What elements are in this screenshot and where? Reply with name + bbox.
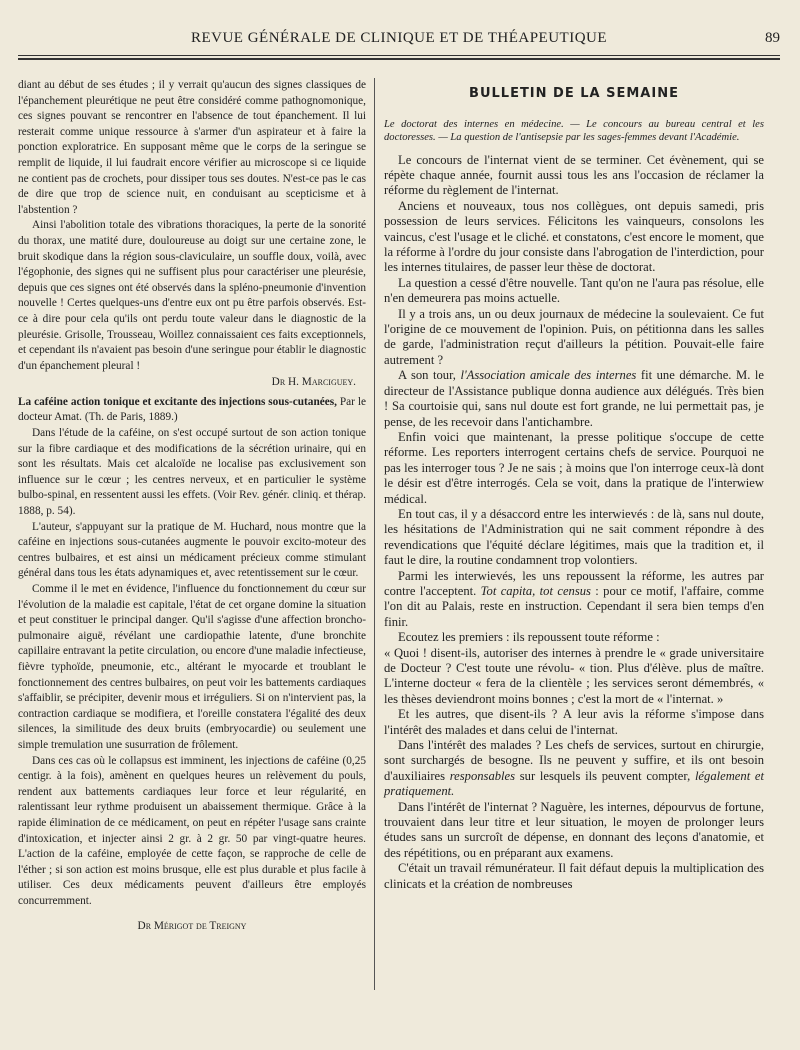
paragraph: Il y a trois ans, un ou deux journaux de médecine la soulevaient. Ce fut l'origine de ce mouvement de l'opinion. Puis, on pétitionna dans les salles de garde, l'administration reçut d'ailleurs la pétition. Pouvait-elle faire autrement ?	[384, 306, 764, 367]
author-signature: Dr H. Marciguey.	[271, 376, 356, 389]
page-number: 89	[765, 30, 780, 46]
article-title-main: La caféine action tonique et excitante des injections sous-cutanées,	[18, 395, 337, 408]
bulletin-summary: Le doctorat des internes en médecine. — Le concours au bureau central et les doctoresses. — La question de l'antisepsie par les sages-femmes devant l'Académie.	[384, 119, 764, 143]
quotation: « Quoi ! disent-ils, autoriser des internes à prendre le « grade universitaire de Docteur ? C'est toute une révolu- « tion. Plus d'élève. plus de maître. L'interne docteur « fera de la clientèle ; les services seront démembrés, « les thèses deviendront moins bonnes ; c'est la mort de « l'internat. »	[384, 645, 764, 706]
text-run: sur lesquels ils peuvent compter,	[515, 768, 695, 783]
italic-run: responsables	[449, 768, 516, 783]
paragraph: Et les autres, que disent-ils ? A leur avis la réforme s'impose dans l'intérêt des malades et dans celui de l'internat.	[384, 707, 764, 737]
text-run: fit une démarche. M. le directeur de l'Assistance publique donna audience aux délégués. Très bien ! Sa courtoisie qui, sans nul doute est fort grande, ne lui permettait pas, je pense, de les recevoir dans l'antichambre.	[384, 368, 764, 429]
bulletin-heading: BULLETIN DE LA SEMAINE	[469, 86, 679, 101]
paragraph: Anciens et nouveaux, tous nos collègues, ont depuis samedi, pris possession de leurs services. Félicitons les vainqueurs, consolons les vaincus, c'est l'usage et le cliché. et constatons, c'est encore le moment, que la réforme à l'ordre du jour consiste dans l'abrogation de l'interdiction, pour les internes titulaires, de passer leur thèse de doctorat.	[384, 198, 764, 275]
text-run: A son tour,	[398, 368, 461, 383]
article-title-source: Par le docteur Amat. (Th. de Paris, 1889.)	[18, 395, 366, 424]
paragraph: Comme il le met en évidence, l'influence du fonctionnement du cœur sur l'évolution de la maladie est capitale, l'état de cet organe domine la situation et peut constituer le principal danger. Qu'il s'agisse d'une affection broncho-pulmonaire aiguë, révélant une cardiopathie latente, d'une bronchite capillaire entravant la petite circulation, ou encore d'une maladie infectieuse, fièvre typhoïde, pneumonie, etc., altérant le myocarde et troublant le fonctionnement des centres bulbaires, on peut voir les battements cardiaques s'affaiblir, se précipiter, devenir mous et irréguliers. Si on n'intervient pas, la contraction cardiaque se modifiera, et l'oreille constatera l'égalité des deux silences, la similitude des deux bruits (embryocardie) ou seulement une simple tremulation une susurration de frôlement.	[18, 583, 366, 751]
paragraph	[384, 569, 764, 631]
paragraph: Enfin voici que maintenant, la presse politique s'occupe de cette réforme. Les reporters interrogent certains chefs de service. Pourquoi ne pas les interroger tous ? Je ne sais ; à moins que l'on interroge ceux-là dont le désir est d'être interrogés. Cela se voit, dans la pratique de l'interwiew médical.	[384, 429, 764, 506]
text-run: Dans l'intérêt des malades ? Les chefs de services, surtout en chirurgie, sont surchargés de besogne. Ils ne peuvent y suffire, et ils ont besoin d'auxiliaires	[384, 738, 764, 783]
text-run: : pour ce motif, l'affaire, comme l'on dit au Palais, reste en instruction. Cependant il sera bien temps d'en finir.	[384, 583, 764, 629]
running-header	[18, 30, 780, 50]
left-column	[18, 78, 366, 939]
journal-title: REVUE GÉNÉRALE DE CLINIQUE ET DE THÉAPEUTIQUE	[190, 30, 608, 46]
italic-run: Tot capita, tot census	[480, 583, 591, 598]
paragraph: diant au début de ses études ; il y verrait qu'aucun des signes classiques de l'épanchement pleurétique ne peut être considéré comme pathognomonique, ces signes pouvant se rencontrer en l'absence de tout épanchement. Il lui resterait comme unique ressource à s'armer d'un aspirateur et à faire la ponction exploratrice. En supposant même que le corps de la seringue se remplit de liquide, il lui faudrait encore vérifier au microscope si ce liquide ne contient pas de crochets, pour dissiper tous ses doutes. N'est-ce pas le cas de dire que trop de science nuit, en conduisant au scepticisme et à l'abstention ?	[18, 79, 366, 216]
right-column	[384, 78, 764, 892]
header-rule	[18, 55, 780, 56]
paragraph: Ainsi l'abolition totale des vibrations thoraciques, la perte de la sonorité du thorax, une matité dure, douloureuse au doigt sur une certaine zone, le bruit skodique dans la région sous-claviculaire, un souffle doux, voilà, avec l'égophonie, des signes qui ne suffisent plus pour caractériser une pleurésie, depuis que ces signes ont été observés dans la spléno-pneumonie d'invention nouvelle ! Certes quelques-uns d'entre eux ont pu être parfois observés. Est-ce à dire pour cela qu'ils ont perdu toute valeur dans le diagnostic de la pleurésie. Grisolle, Trousseau, Woillez connaissaient ces faits exceptionnels, et cependant ils n'avaient pas besoin d'une seringue pour établir le diagnostic d'un épanchement pleural !	[18, 219, 366, 372]
author-signature: Dr Mérigot de Treigny	[137, 920, 247, 933]
paragraph: En tout cas, il y a désaccord entre les interwievés : de là, sans nul doute, les hésitations de l'Administration qui ne sait comment répondre à des revendications que l'équité déclare légitimes, mais que la tradition et, il faut le dire, la routine condamnent trop volontiers.	[384, 506, 764, 568]
paragraph	[384, 738, 764, 800]
text-run: Parmi les interwievés, les uns repoussent la réforme, les autres par contre l'acceptent.	[384, 568, 764, 598]
paragraph: Dans ces cas où le collapsus est imminent, les injections de caféine (0,25 centigr. à la fois), amènent en quelques heures un relèvement du pouls, rendent aux battements cardiaques leur force et leur régularité, en ralentissant leur rythme produisent un abaissement thermique. Grâce à la rapide élimination de ce médicament, on peut en répéter l'usage sans crainte d'intoxication, et injecter ainsi 2 gr. à 2 gr. 50 par vingt-quatre heures. L'action de la caféine, employée de cette façon, se rapproche de celle de l'éther ; si son action est moins brusque, elle est plus durable et plus facile à utiliser. Ces deux médicaments peuvent d'ailleurs être employés concurremment.	[18, 754, 366, 907]
paragraph	[384, 368, 764, 430]
paragraph: Le concours de l'internat vient de se terminer. Cet évènement, qui se répète chaque année, fournit aussi tous les ans l'occasion de réclamer la réforme du règlement de l'internat.	[384, 152, 764, 198]
paragraph: La question a cessé d'être nouvelle. Tant qu'on ne l'aura pas résolue, elle n'en demeurera pas moins actuelle.	[384, 275, 764, 306]
paragraph: Dans l'intérêt de l'internat ? Naguère, les internes, dépourvus de fortune, trouvaient dans leur titre et leur situation, le moyen de prolonger leurs études sans un surcroît de dépense, en donnant des leçons d'anatomie, et des répétitions, ou en préparant aux examens.	[384, 799, 764, 860]
italic-run: l'Association amicale des internes	[460, 368, 637, 383]
header-rule-thick	[18, 58, 780, 60]
column-divider	[374, 78, 375, 990]
paragraph: Ecoutez les premiers : ils repoussent toute réforme :	[398, 630, 660, 645]
paragraph: Dans l'étude de la caféine, on s'est occupé surtout de son action tonique sur la fibre cardiaque et des modifications de la sécrétion urinaire, qui en sont les résultats. Mais cet alcaloïde ne localise pas exclusivement son influence sur le cœur ; les centres nerveux, et en particulier le système bulbo-spinal, en ressentent aussi les effets. (Voir Rev. génér. cliniq. et thérap. 1888, p. 54).	[18, 427, 366, 518]
italic-run: légalement et pratiquement.	[384, 768, 764, 799]
paragraph: C'était un travail rémunérateur. Il fait défaut depuis la multiplication des clinicats et la création de nombreuses	[384, 861, 764, 891]
article-title	[18, 395, 366, 426]
paragraph: L'auteur, s'appuyant sur la pratique de M. Huchard, nous montre que la caféine en injections sous-cutanées augmente le pouvoir excito-moteur des centres bulbaires, et est ainsi un médicament précieux comme stimulant général dans tous les états adynamiques et, avec retentissement sur le cœur.	[18, 520, 366, 580]
